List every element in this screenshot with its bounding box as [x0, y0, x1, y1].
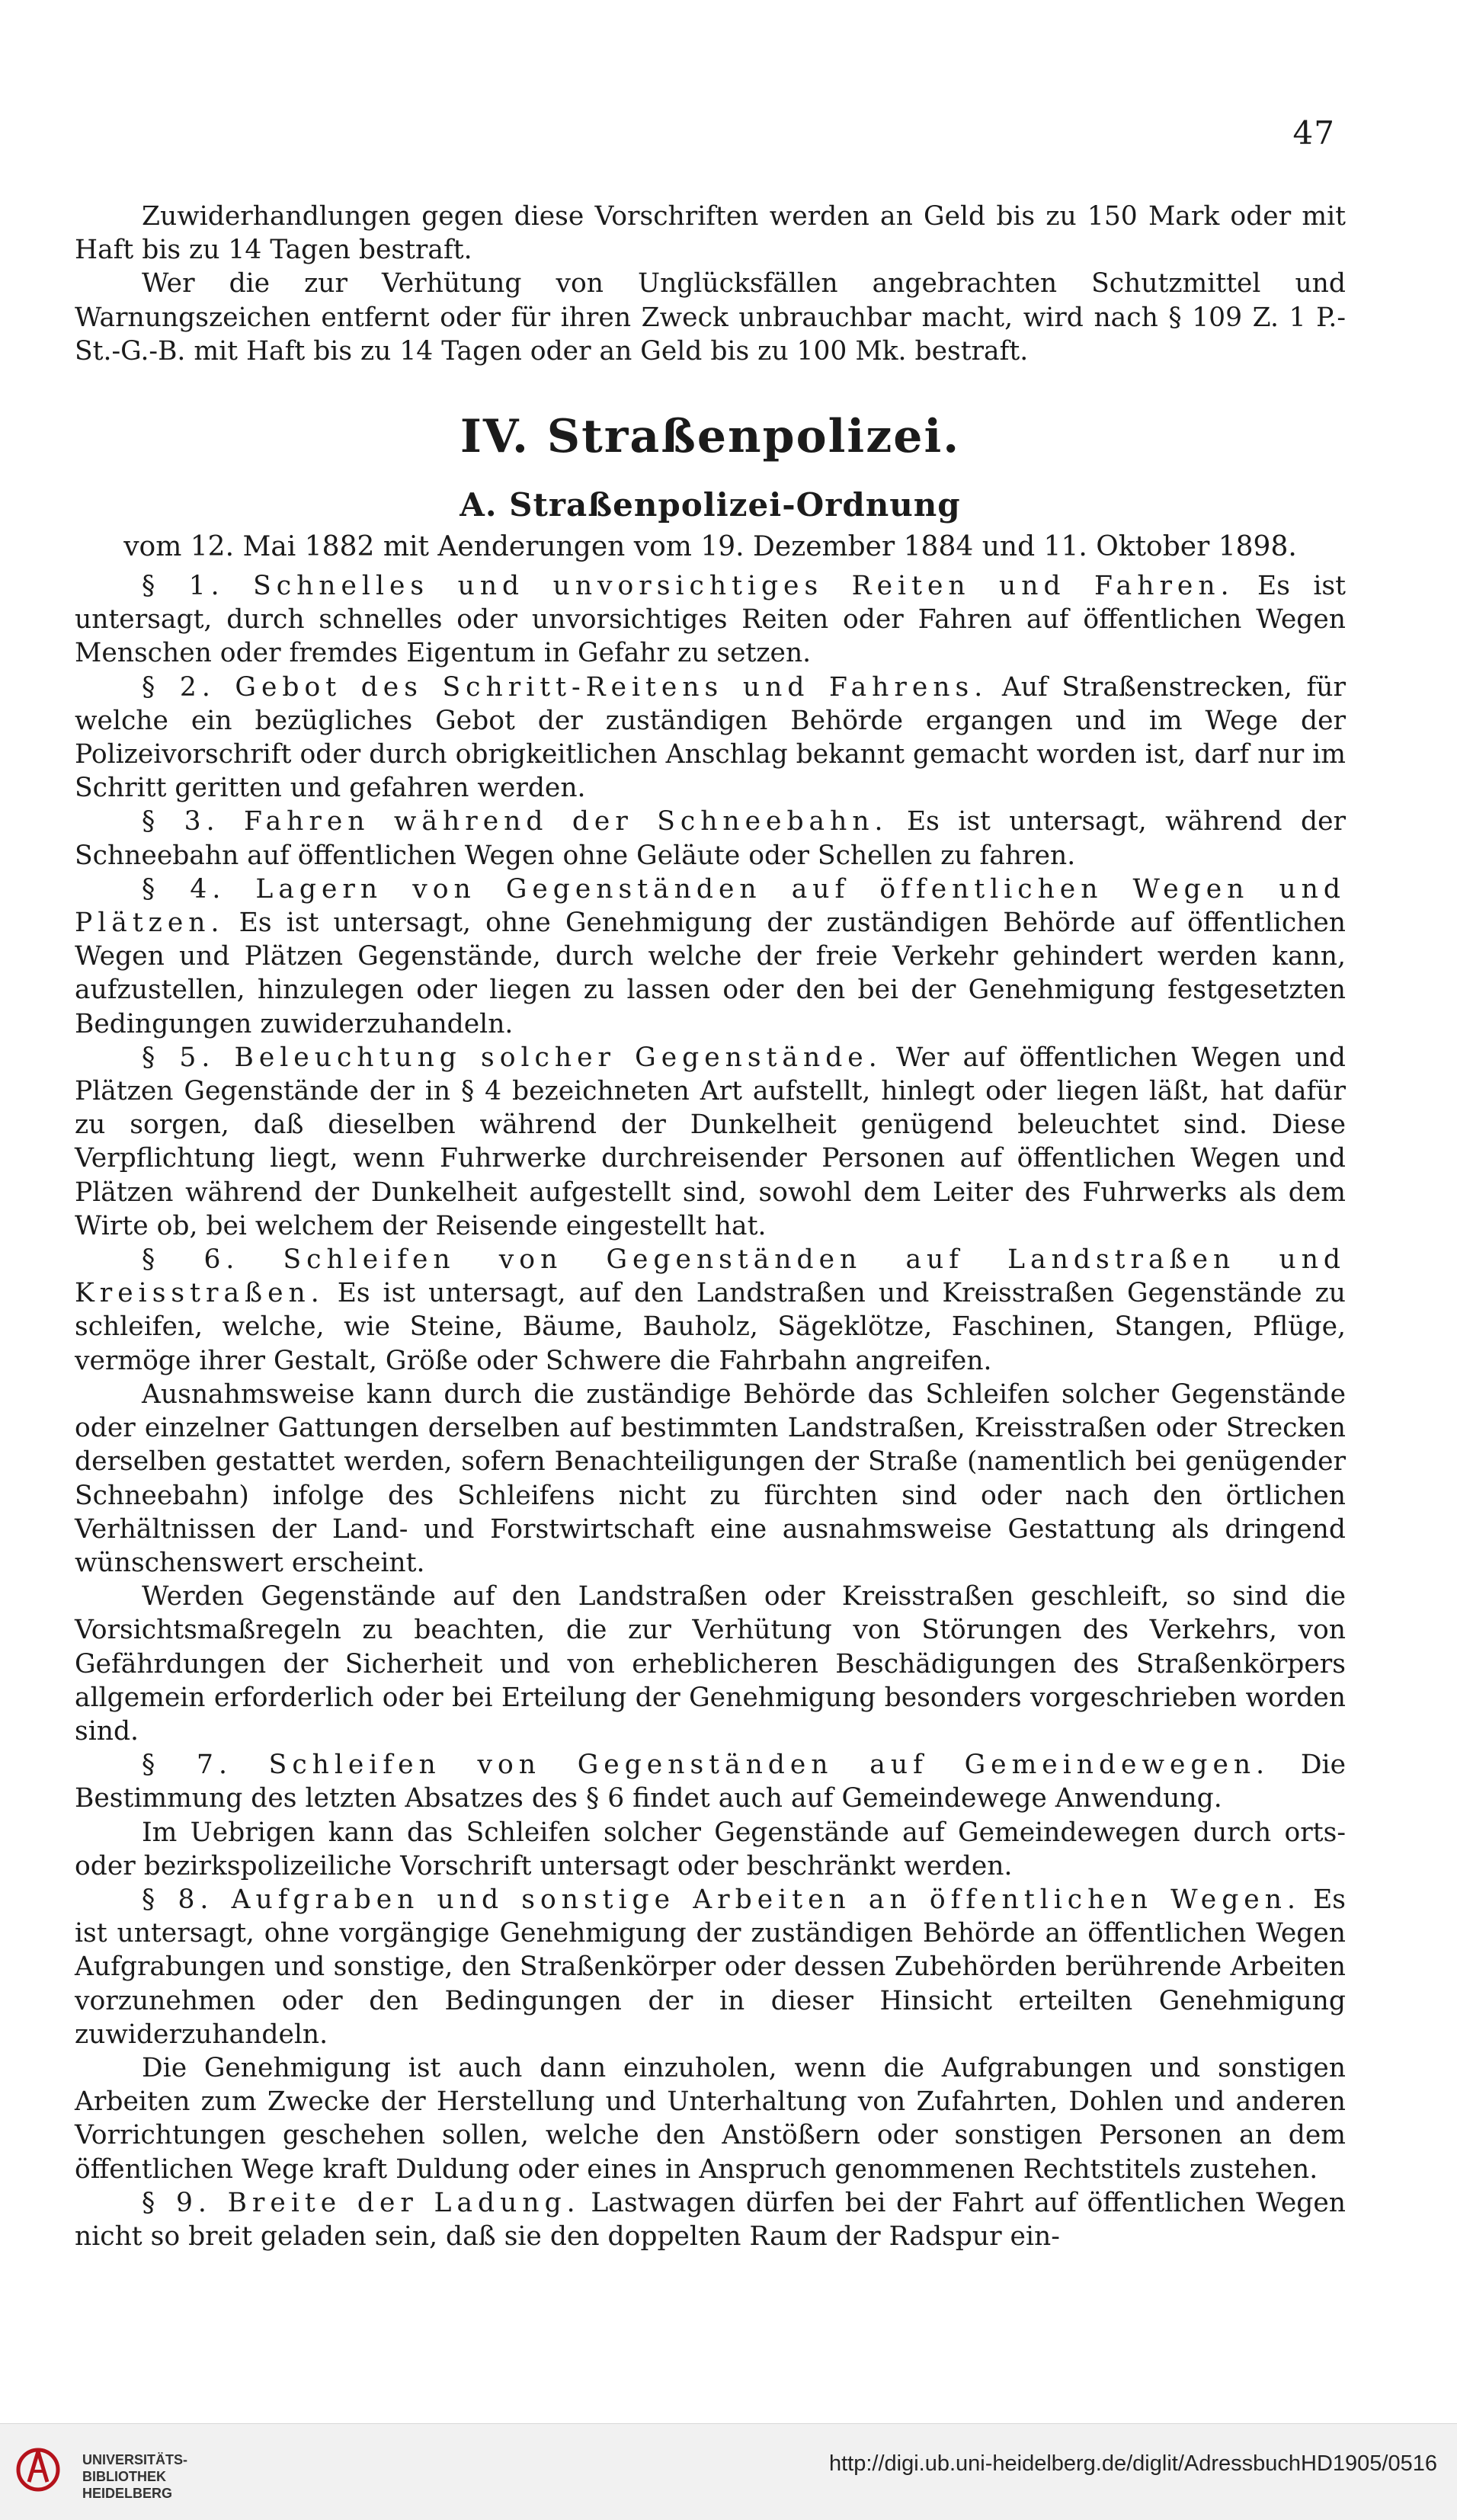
- section-heading: § 1. Schnelles und unvorsichtiges Reiten und Fahren.: [142, 571, 1234, 602]
- section-text: Es ist untersagt, durch schnelles oder unvorsichtiges Reiten oder Fahren auf öffentlichen Wegen Menschen oder fremdes Eigentum in Gefahr zu setzen.: [75, 571, 1347, 669]
- library-logo[interactable]: [15, 2436, 198, 2505]
- section-heading: § 3. Fahren während der Schneebahn.: [142, 806, 889, 837]
- section-text: Wer auf öffentlichen Wegen und Plätzen Gegenstände der in § 4 bezeichneten Art aufstellt, hinlegt oder liegen läßt, hat dafür zu sorgen, daß dieselben während der Dunkelheit genügend beleuchtet sind. Diese Verpflichtung liegt, wenn Fuhrwerke durchreisender Personen auf öffentlichen Wegen und Plätzen während der Dunkelheit aufgestellt sind, sowohl dem Leiter des Fuhrwerks als dem Wirte ob, bei welchem der Reisende eingestellt hat.: [75, 1042, 1346, 1241]
- paragraph: Im Uebrigen kann das Schleifen solcher Gegenstände auf Gemeindewegen durch orts- oder bezirkspolizeiliche Vorschrift untersagt oder beschränkt werden.: [75, 1817, 1346, 1881]
- paragraph-s5: [75, 1041, 1346, 1243]
- section-heading: § 6. Schleifen von Gegenständen auf Landstraßen und Kreisstraßen.: [75, 1244, 1346, 1309]
- paragraph-s9: [75, 2186, 1346, 2253]
- section-text: Die Bestimmung des letzten Absatzes des § 6 findet auch auf Gemeindewege Anwendung.: [75, 1750, 1346, 1814]
- source-url-link[interactable]: http://digi.ub.uni-heidelberg.de/diglit/AdressbuchHD1905/0516: [828, 2451, 1437, 2476]
- paragraph-s4: [75, 873, 1346, 1041]
- page-body: [75, 200, 1346, 2253]
- paragraph-s6: [75, 1243, 1346, 1378]
- section-title: IV. Straßenpolizei.: [460, 410, 961, 464]
- paragraph-s3: [75, 805, 1346, 872]
- section-heading: § 5. Beleuchtung solcher Gegenstände.: [142, 1042, 882, 1073]
- library-seal-icon: [15, 2436, 64, 2502]
- section-heading: § 4. Lagern von Gegenständen auf öffentlichen Wegen und Plätzen.: [75, 873, 1346, 939]
- ordinance-dates: vom 12. Mai 1882 mit Aenderungen vom 19. Dezember 1884 und 11. Oktober 1898.: [123, 531, 1297, 563]
- paragraph: Ausnahmsweise kann durch die zuständige Behörde das Schleifen solcher Gegenstände oder einzelner Gattungen derselben auf bestimmten Landstraßen, Kreisstraßen oder Strecken derselben gestattet werden, sofern Benachteiligungen der Straße (namentlich bei genügender Schneebahn) infolge des Schleifens nicht zu fürchten sind oder nach den örtlichen Verhältnissen der Land- und Forstwirtschaft eine ausnahmsweise Gestattung als dringend wünschenswert erscheint.: [75, 1378, 1346, 1578]
- paragraph-s1: [75, 569, 1346, 671]
- paragraph-s7: [75, 1748, 1346, 1815]
- section-text: Auf Straßenstrecken, für welche ein bezügliches Gebot der zuständigen Behörde ergangen und im Wege der Polizeivorschrift oder durch obrigkeitlichen Anschlag bekannt gemacht worden ist, darf nur im Schritt geritten und gefahren werden.: [75, 671, 1346, 804]
- paragraph: Werden Gegenstände auf den Landstraßen oder Kreisstraßen geschleift, so sind die Vorsichtsmaßregeln zu beachten, die zur Verhütung von Störungen des Verkehrs, von Gefährdungen der Sicherheit und von erheblicheren Beschädigungen des Straßenkörpers allgemein erforderlich oder bei Erteilung der Genehmigung besonders vorgeschrieben worden sind.: [75, 1581, 1346, 1747]
- paragraph: Zuwiderhandlungen gegen diese Vorschriften werden an Geld bis zu 150 Mark oder mit Haft bis zu 14 Tagen bestraft.: [75, 201, 1346, 266]
- section-heading: § 9. Breite der Ladung.: [142, 2187, 581, 2218]
- paragraph: Wer die zur Verhütung von Unglücksfällen angebrachten Schutzmittel und Warnungszeichen entfernt oder für ihren Zweck unbrauchbar macht, wird nach § 109 Z. 1 P.-St.-G.-B. mit Haft bis zu 14 Tagen oder an Geld bis zu 100 Mk. bestraft.: [75, 268, 1346, 367]
- paragraph-s8: [75, 1883, 1346, 2051]
- section-heading: § 7. Schleifen von Gegenständen auf Gemeindewegen.: [142, 1750, 1270, 1781]
- library-name: UNIVERSITÄTS- BIBLIOTHEK HEIDELBERG: [82, 2452, 188, 2501]
- page-number: 47: [1292, 114, 1335, 152]
- section-text: Es ist untersagt, ohne vorgängige Genehmigung der zuständigen Behörde an öffentlichen Wegen Aufgrabungen und sonstige, den Straßenkörper oder dessen Zubehörden berührende Arbeiten vorzunehmen oder den Bedingungen der in dieser Hinsicht erteilten Genehmigung zuwiderzuhandeln.: [75, 1884, 1346, 2050]
- section-text: Es ist untersagt, ohne Genehmigung der zuständigen Behörde auf öffentlichen Wegen und Plätzen Gegenstände, durch welche der freie Verkehr gehindert werden kann, aufzustellen, hinzulegen oder liegen zu lassen oder den bei der Genehmigung festgesetzten Bedingungen zuwiderzuhandeln.: [75, 908, 1347, 1039]
- paragraph: Die Genehmigung ist auch dann einzuholen, wenn die Aufgrabungen und sonstigen Arbeiten zum Zwecke der Herstellung und Unterhaltung von Zufahrten, Dohlen und anderen Vorrichtungen geschehen sollen, welche den Anstößern oder sonstigen Personen an dem öffentlichen Wege kraft Duldung oder eines in Anspruch genommenen Rechtstitels zustehen.: [75, 2052, 1346, 2185]
- ordinance-title: A. Straßenpolizei-Ordnung: [460, 486, 961, 524]
- section-heading: § 8. Aufgraben und sonstige Arbeiten an öffentlichen Wegen.: [142, 1884, 1301, 1915]
- section-heading: § 2. Gebot des Schritt-Reitens und Fahrens.: [142, 671, 988, 703]
- paragraph-s2: [75, 671, 1346, 805]
- footer-bar: [0, 2423, 1457, 2520]
- section-text: Es ist untersagt, auf den Landstraßen und Kreisstraßen Gegenstände zu schleifen, welche, wie Steine, Bäume, Bauholz, Sägeklötze, Faschinen, Stangen, Pflüge, vermöge ihrer Gestalt, Größe oder Schwere die Fahrbahn angreifen.: [75, 1278, 1346, 1376]
- section-text: Lastwagen dürfen bei der Fahrt auf öffentlichen Wegen nicht so breit geladen sein, daß sie den doppelten Raum der Radspur ein-: [75, 2187, 1346, 2252]
- section-text: Es ist untersagt, während der Schneebahn auf öffentlichen Wegen ohne Geläute oder Schellen zu fahren.: [75, 806, 1346, 871]
